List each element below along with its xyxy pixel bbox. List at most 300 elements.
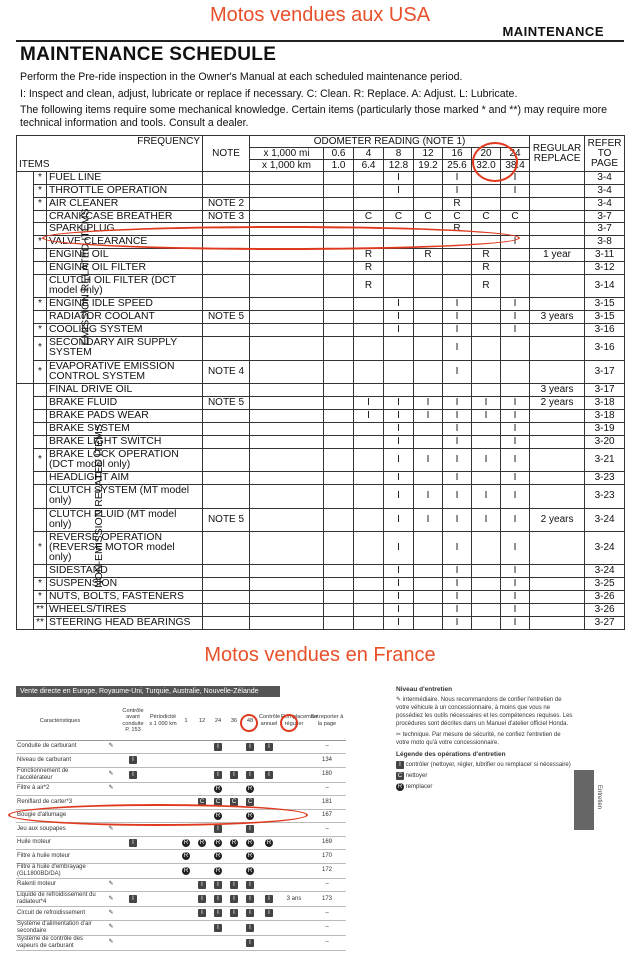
op-marker: I	[265, 743, 273, 751]
refer-page: 3-18	[585, 397, 625, 410]
items-header: ITEMS	[17, 160, 203, 172]
interval-cell	[414, 184, 443, 197]
km-spacer	[250, 210, 324, 223]
fr-tool-icon: ✎	[104, 823, 118, 837]
interval-cell	[414, 223, 443, 236]
fr-km-spacer	[148, 754, 178, 768]
fr-item-label: Ralenti moteur	[16, 878, 104, 892]
mi-4: 16	[443, 148, 472, 160]
interval-cell	[443, 236, 472, 249]
fr-interval-cell	[210, 796, 226, 810]
op-marker: I	[214, 909, 222, 917]
interval-cell	[414, 604, 443, 617]
interval-cell	[472, 532, 501, 565]
interval-cell	[414, 337, 443, 361]
fr-tool-icon: ✎	[104, 740, 118, 754]
france-table-body	[16, 702, 346, 950]
refer-page: 3-15	[585, 298, 625, 311]
interval-cell	[324, 565, 354, 578]
interval-cell	[414, 298, 443, 311]
fr-item-label: Reniflard de carter*3	[16, 796, 104, 810]
item-note	[203, 236, 250, 249]
legend-ops-title: Légende des opérations d'entretien	[396, 751, 506, 758]
fr-interval-cell	[242, 754, 258, 768]
op-marker: R	[231, 839, 237, 846]
interval-cell	[324, 435, 354, 448]
item-mark: *	[34, 578, 47, 591]
interval-cell: I	[384, 435, 414, 448]
table-row	[17, 384, 625, 397]
fr-annual	[258, 823, 280, 837]
table-row	[17, 604, 625, 617]
item-name: BRAKE FLUID	[47, 397, 203, 410]
interval-cell	[443, 384, 472, 397]
km-6: 38.4	[501, 160, 530, 172]
table-row	[16, 782, 346, 796]
km-spacer	[250, 448, 324, 472]
item-mark: *	[34, 236, 47, 249]
item-name: CLUTCH OIL FILTER (DCT model only)	[47, 274, 203, 298]
fr-page: –	[308, 782, 346, 796]
op-marker: I	[198, 895, 206, 903]
regular-replace	[530, 274, 585, 298]
item-mark	[34, 249, 47, 262]
fr-item-label: Circuit de refroidissement	[16, 907, 104, 921]
item-name: BRAKE LIGHT SWITCH	[47, 435, 203, 448]
interval-cell	[472, 172, 501, 185]
item-note	[203, 616, 250, 629]
table-row	[16, 836, 346, 850]
op-marker: I	[230, 881, 238, 889]
fr-interval-cell	[226, 740, 242, 754]
op-marker: C	[215, 799, 221, 806]
fr-page: –	[308, 935, 346, 950]
fr-item-label: Bougie d'allumage	[16, 809, 104, 823]
intro-preride: Perform the Pre-ride inspection in the Owner's Manual at each scheduled maintenance period.	[20, 71, 463, 83]
fr-interval-cell	[242, 740, 258, 754]
table-row	[17, 298, 625, 311]
item-mark: *	[34, 197, 47, 210]
interval-cell: C	[472, 210, 501, 223]
item-note	[203, 223, 250, 236]
fr-tool-icon	[104, 863, 118, 878]
fr-annual	[258, 850, 280, 864]
regular-replace: 3 years	[530, 384, 585, 397]
interval-cell	[354, 508, 384, 532]
table-row	[16, 907, 346, 921]
mi-6: 24	[501, 148, 530, 160]
fr-controle-avant-label: Contrôle avant conduite	[122, 707, 144, 727]
regular-replace: 2 years	[530, 397, 585, 410]
fr-regular	[280, 796, 308, 810]
table-row	[17, 210, 625, 223]
fr-tool-icon	[104, 754, 118, 768]
france-maintenance-table	[16, 702, 346, 951]
refer-page: 3-24	[585, 508, 625, 532]
fr-item-label: Système d'alimentation d'air secondaire	[16, 920, 104, 935]
interval-cell: I	[414, 448, 443, 472]
interval-cell	[324, 591, 354, 604]
item-mark	[34, 508, 47, 532]
fr-interval-cell	[242, 935, 258, 950]
table-row	[16, 823, 346, 837]
item-name: SIDESTAND	[47, 565, 203, 578]
interval-cell	[384, 262, 414, 275]
fr-interval-cell	[210, 850, 226, 864]
interval-cell	[414, 565, 443, 578]
regular-replace: 3 years	[530, 311, 585, 324]
regular-replace	[530, 337, 585, 361]
fr-annual	[258, 740, 280, 754]
fr-interval-cell	[194, 823, 210, 837]
fr-interval-cell	[242, 836, 258, 850]
km-spacer	[250, 360, 324, 384]
table-row	[17, 223, 625, 236]
km-spacer	[250, 472, 324, 485]
interval-cell	[324, 397, 354, 410]
table-row	[17, 448, 625, 472]
km-spacer	[250, 565, 324, 578]
interval-cell	[324, 484, 354, 508]
mi-5: 20	[472, 148, 501, 160]
odometer-header: ODOMETER READING (NOTE 1)	[250, 136, 530, 148]
regular-replace	[530, 409, 585, 422]
refer-page: 3-24	[585, 565, 625, 578]
table-row	[16, 920, 346, 935]
item-name: STEERING HEAD BEARINGS	[47, 616, 203, 629]
item-name: BRAKE PADS WEAR	[47, 409, 203, 422]
usa-section-heading: Motos vendues aux USA	[209, 4, 431, 26]
fr-interval-cell	[194, 878, 210, 892]
item-name: ENGINE OIL	[47, 249, 203, 262]
legend-title: Niveau d'entretien	[396, 686, 453, 693]
interval-cell	[324, 472, 354, 485]
fr-km-spacer	[148, 850, 178, 864]
interval-cell: C	[414, 210, 443, 223]
regular-replace	[530, 591, 585, 604]
item-mark: *	[34, 337, 47, 361]
interval-cell	[354, 172, 384, 185]
op-marker: I	[230, 895, 238, 903]
fr-km-3: 36	[226, 702, 242, 740]
op-marker: R	[183, 867, 189, 874]
interval-cell: I	[501, 616, 530, 629]
interval-cell	[501, 384, 530, 397]
fr-header-remplacement: Remplacement régulier	[280, 702, 308, 740]
op-marker: R	[266, 839, 272, 846]
op-marker: I	[129, 895, 137, 903]
regular-replace	[530, 422, 585, 435]
item-mark	[34, 484, 47, 508]
interval-cell	[324, 223, 354, 236]
interval-cell	[324, 298, 354, 311]
interval-cell	[501, 274, 530, 298]
interval-cell	[414, 172, 443, 185]
refer-page-header: REFER TO PAGE	[585, 136, 625, 172]
fr-page: –	[308, 823, 346, 837]
fr-interval-cell	[194, 740, 210, 754]
fr-item-label: Système de contrôle des vapeurs de carburant	[16, 935, 104, 950]
fr-interval-cell	[194, 850, 210, 864]
interval-cell: I	[501, 578, 530, 591]
interval-cell: I	[443, 172, 472, 185]
table-row	[17, 172, 625, 185]
op-marker: R	[215, 853, 221, 860]
fr-interval-cell	[194, 782, 210, 796]
interval-cell	[384, 197, 414, 210]
interval-cell	[324, 508, 354, 532]
item-name: COOLING SYSTEM	[47, 324, 203, 337]
km-spacer	[250, 484, 324, 508]
interval-cell	[324, 360, 354, 384]
interval-cell: R	[354, 249, 384, 262]
item-note	[203, 448, 250, 472]
france-section-heading: Motos vendues en France	[204, 644, 436, 666]
usa-table-body	[17, 172, 625, 630]
fr-item-label: Filtre à air*2	[16, 782, 104, 796]
regular-replace	[530, 435, 585, 448]
fr-km-spacer	[148, 740, 178, 754]
item-mark	[34, 565, 47, 578]
table-row	[17, 274, 625, 298]
refer-page: 3-15	[585, 311, 625, 324]
tools-icon: ✂	[396, 732, 402, 738]
interval-cell	[354, 236, 384, 249]
op-marker: I	[246, 909, 254, 917]
interval-cell	[443, 262, 472, 275]
fr-tool-icon: ✎	[104, 920, 118, 935]
refer-page: 3-4	[585, 172, 625, 185]
op-marker: I	[198, 909, 206, 917]
fr-annual	[258, 782, 280, 796]
interval-cell: I	[501, 409, 530, 422]
interval-cell	[324, 422, 354, 435]
fr-interval-cell	[210, 782, 226, 796]
km-label: x 1,000 km	[250, 160, 324, 172]
fr-item-label: Jeu aux soupapes	[16, 823, 104, 837]
fr-interval-cell	[242, 920, 258, 935]
interval-cell: I	[443, 448, 472, 472]
fr-interval-cell	[242, 863, 258, 878]
item-note	[203, 324, 250, 337]
table-row	[16, 809, 346, 823]
km-spacer	[250, 508, 324, 532]
fr-interval-cell	[194, 935, 210, 950]
fr-interval-cell	[242, 767, 258, 782]
fr-pre-ride	[118, 809, 148, 823]
fr-annual	[258, 767, 280, 782]
op-marker: C	[231, 799, 237, 806]
fr-header-caracteristiques: Caractéristiques	[16, 702, 104, 740]
fr-annual	[258, 935, 280, 950]
interval-cell: I	[384, 448, 414, 472]
interval-cell: I	[443, 565, 472, 578]
item-name: VALVE CLEARANCE	[47, 236, 203, 249]
fr-interval-cell	[178, 809, 194, 823]
regular-replace	[530, 484, 585, 508]
interval-cell	[384, 384, 414, 397]
interval-cell	[501, 249, 530, 262]
legend-tech-row	[396, 731, 574, 747]
interval-cell	[324, 384, 354, 397]
fr-item-label: Huile moteur	[16, 836, 104, 850]
table-row	[16, 740, 346, 754]
refer-page: 3-4	[585, 184, 625, 197]
refer-page: 3-4	[585, 197, 625, 210]
interval-cell	[472, 616, 501, 629]
refer-page: 3-16	[585, 324, 625, 337]
interval-cell: I	[443, 604, 472, 617]
fr-km-spacer	[148, 907, 178, 921]
interval-cell: I	[384, 508, 414, 532]
table-row	[17, 472, 625, 485]
fr-km-spacer	[148, 823, 178, 837]
fr-tool-icon: ✎	[104, 878, 118, 892]
fr-regular	[280, 878, 308, 892]
legend-tool-row	[396, 696, 574, 728]
interval-cell	[384, 249, 414, 262]
fr-annual	[258, 809, 280, 823]
interval-cell: I	[501, 484, 530, 508]
fr-page: 169	[308, 836, 346, 850]
intro-legend: I: Inspect and clean, adjust, lubricate or replace if necessary. C: Clean. R: Replace. A: Adjust. L: Lubricate.	[20, 88, 518, 100]
table-row	[17, 484, 625, 508]
interval-cell	[414, 435, 443, 448]
op-marker: I	[129, 756, 137, 764]
fr-interval-cell	[242, 850, 258, 864]
fr-interval-cell	[226, 796, 242, 810]
refer-page: 3-17	[585, 360, 625, 384]
fr-interval-cell	[210, 935, 226, 950]
item-note	[203, 337, 250, 361]
fr-item-label: Filtre à huile d'embrayage (GL1800BD/DA)	[16, 863, 104, 878]
fr-annual	[258, 754, 280, 768]
table-row	[16, 767, 346, 782]
interval-cell: I	[472, 448, 501, 472]
interval-cell: I	[384, 298, 414, 311]
fr-km-0: 1	[178, 702, 194, 740]
interval-cell: I	[414, 397, 443, 410]
fr-pre-ride	[118, 907, 148, 921]
km-spacer	[250, 236, 324, 249]
interval-cell	[414, 360, 443, 384]
interval-cell	[443, 249, 472, 262]
table-row	[17, 184, 625, 197]
interval-cell	[324, 448, 354, 472]
km-spacer	[250, 422, 324, 435]
interval-cell	[472, 384, 501, 397]
interval-cell: I	[501, 591, 530, 604]
fr-interval-cell	[194, 796, 210, 810]
interval-cell: R	[414, 249, 443, 262]
interval-cell: I	[501, 604, 530, 617]
item-mark	[34, 223, 47, 236]
op-marker: I	[246, 881, 254, 889]
interval-cell	[354, 591, 384, 604]
fr-tool-icon: ✎	[104, 782, 118, 796]
fr-regular	[280, 782, 308, 796]
interval-cell: I	[354, 409, 384, 422]
km-spacer	[250, 298, 324, 311]
op-marker: I	[230, 909, 238, 917]
fr-page: 172	[308, 863, 346, 878]
op-c-icon: C	[397, 773, 403, 779]
item-note: NOTE 3	[203, 210, 250, 223]
table-row	[17, 360, 625, 384]
interval-cell	[354, 616, 384, 629]
interval-cell: I	[501, 532, 530, 565]
fr-interval-cell	[242, 782, 258, 796]
item-name: THROTTLE OPERATION	[47, 184, 203, 197]
interval-cell	[414, 422, 443, 435]
table-row	[16, 863, 346, 878]
interval-cell: C	[354, 210, 384, 223]
item-mark	[34, 435, 47, 448]
note-header: NOTE	[203, 136, 250, 172]
group-label: EMISSION RELATED ITEMS	[79, 208, 92, 346]
item-name: SECONDARY AIR SUPPLY SYSTEM	[47, 337, 203, 361]
fr-item-label: Niveau de carburant	[16, 754, 104, 768]
interval-cell: R	[443, 223, 472, 236]
interval-cell	[472, 360, 501, 384]
fr-interval-cell	[178, 823, 194, 837]
item-note	[203, 532, 250, 565]
item-name: AIR CLEANER	[47, 197, 203, 210]
fr-annual	[258, 863, 280, 878]
interval-cell	[354, 532, 384, 565]
fr-regular	[280, 863, 308, 878]
interval-cell	[324, 184, 354, 197]
refer-page: 3-14	[585, 274, 625, 298]
item-note	[203, 274, 250, 298]
fr-interval-cell	[226, 907, 242, 921]
fr-annual	[258, 836, 280, 850]
regular-replace	[530, 210, 585, 223]
fr-interval-cell	[226, 823, 242, 837]
regular-replace	[530, 448, 585, 472]
fr-interval-cell	[178, 754, 194, 768]
km-spacer	[250, 223, 324, 236]
interval-cell: I	[443, 337, 472, 361]
interval-cell	[324, 249, 354, 262]
legend-op-c	[396, 772, 574, 780]
interval-cell: I	[384, 397, 414, 410]
fr-tool-icon	[104, 836, 118, 850]
interval-cell: I	[384, 604, 414, 617]
regular-replace	[530, 324, 585, 337]
interval-cell	[354, 448, 384, 472]
fr-interval-cell	[226, 836, 242, 850]
km-spacer	[250, 311, 324, 324]
fr-interval-cell	[194, 809, 210, 823]
fr-tool-icon	[104, 809, 118, 823]
interval-cell	[414, 532, 443, 565]
op-marker: I	[214, 924, 222, 932]
interval-cell: I	[501, 508, 530, 532]
interval-cell	[354, 337, 384, 361]
table-row	[16, 935, 346, 950]
item-note: NOTE 5	[203, 311, 250, 324]
interval-cell	[324, 532, 354, 565]
interval-cell	[324, 578, 354, 591]
intro-knowledge: The following items require some mechanical knowledge. Certain items (particularly those marked * and **) may require more technical information and tools. Consult a dealer.	[20, 104, 608, 129]
interval-cell	[501, 360, 530, 384]
interval-cell: I	[501, 298, 530, 311]
fr-annual	[258, 892, 280, 907]
fr-page: –	[308, 920, 346, 935]
item-mark: **	[34, 604, 47, 617]
fr-interval-cell	[178, 863, 194, 878]
